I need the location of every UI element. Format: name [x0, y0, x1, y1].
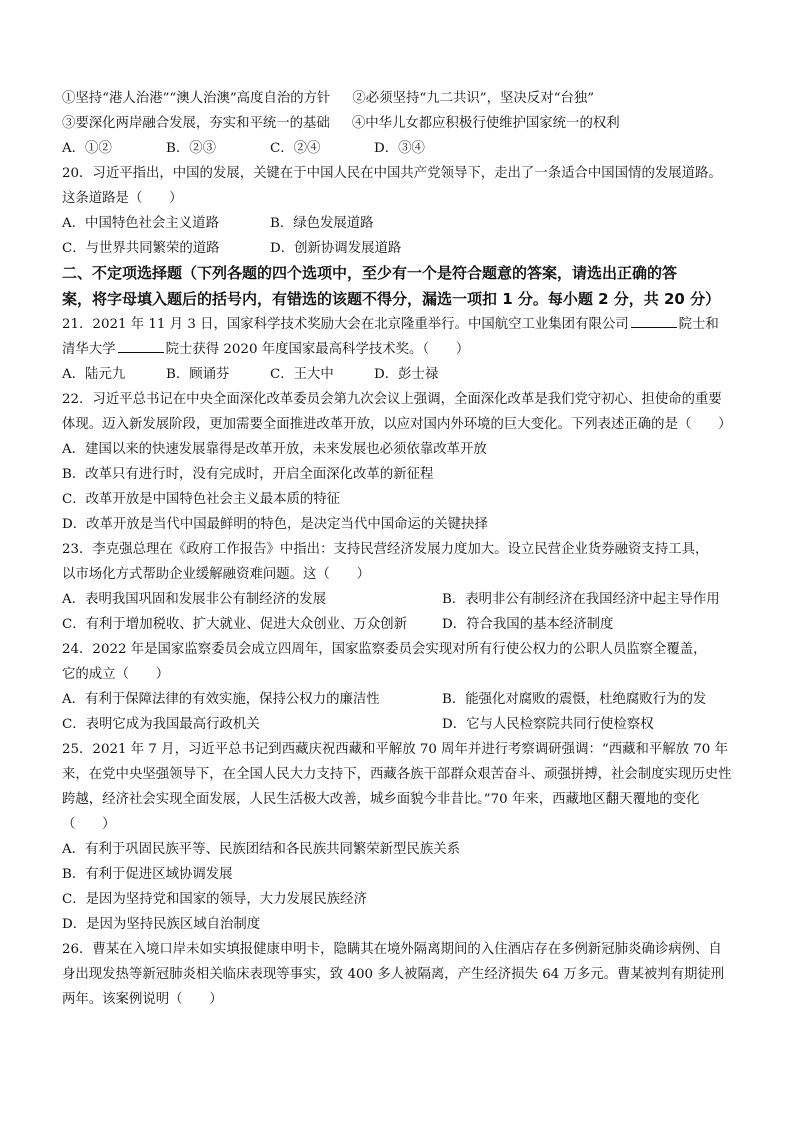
q19-option-a[interactable]: A．①② [62, 141, 112, 156]
q25-option-d[interactable]: D．是因为坚持民族区域自治制度 [62, 917, 261, 932]
q21-option-d[interactable]: D．彭士禄 [374, 367, 439, 382]
q20-option-b[interactable]: B．绿色发展道路 [270, 216, 374, 231]
q25-option-b[interactable]: B．有利于促进区域协调发展 [62, 867, 233, 882]
q23-options-row1 [62, 587, 734, 612]
q20-option-d[interactable]: D．创新协调发展道路 [270, 241, 402, 256]
q22-option-b[interactable]: B．改革只有进行时，没有完成时，开启全面深化改革的新征程 [62, 467, 434, 482]
q19-option-c[interactable]: C．②④ [270, 141, 321, 156]
q20-stem-line2: 这条道路是（ ） [62, 191, 183, 206]
q24-options-row2 [62, 712, 734, 737]
exam-page [62, 86, 734, 1012]
section-heading-line2: 案，将字母填入题后的括号内，有错选的该题不得分，漏选一项扣 1 分。每小题 2 分，共 20 分） [62, 289, 721, 308]
q24-option-a[interactable]: A．有利于保障法律的有效实施，保持公权力的廉洁性 [62, 692, 380, 707]
q24-option-b[interactable]: B．能强化对腐败的震慑，杜绝腐败行为的发 [442, 692, 707, 707]
q21-stem-part3: 清华大学 [62, 342, 116, 357]
q24-options-row1 [62, 687, 734, 712]
q19-stmt-1: ①坚持“港人治港”“澳人治澳”高度自治的方针 [62, 91, 331, 106]
q21-option-c[interactable]: C．王大中 [270, 367, 334, 382]
q20-option-c[interactable]: C．与世界共同繁荣的道路 [62, 241, 220, 256]
q21-option-a[interactable]: A．陆元九 [62, 367, 126, 382]
q19-statements-row2 [62, 111, 734, 136]
q23-option-c[interactable]: C．有利于增加税收、扩大就业、促进大众创业、万众创新 [62, 617, 408, 632]
q20-options-row1 [62, 211, 734, 236]
q21-stem-part4: 院士获得 2020 年度国家最高科学技术奖。（ ） [165, 342, 470, 357]
q22-stem: 22．习近平总书记在中央全面深化改革委员会第九次会议上强调，全面深化改革是我们党守初心、担使命的重要体现。迈入新发展阶段，更加需要全面推进改革开放，以应对国内外环境的巨大变化。下列表述正确的是（ ） [62, 392, 732, 432]
q19-statements-row1 [62, 86, 734, 111]
q20-stem-line1: 20．习近平指出，中国的发展，关键在于中国人民在中国共产党领导下，走出了一条适合中国国情的发展道路。 [62, 166, 722, 181]
q25-option-c[interactable]: C．是因为坚持党和国家的领导，大力发展民族经济 [62, 892, 367, 907]
q19-stmt-2: ②必须坚持“九二共识”，坚决反对“台独” [352, 91, 595, 106]
q21-stem-line1 [62, 312, 734, 337]
q21-stem-line2 [62, 337, 734, 362]
q22-option-a[interactable]: A．建国以来的快速发展靠得是改革开放，未来发展也必须依靠改革开放 [62, 442, 487, 457]
q23-stem-line1: 23．李克强总理在《政府工作报告》中指出：支持民营经济发展力度加大。设立民营企业货券融资支持工具， [62, 542, 709, 557]
q23-option-d[interactable]: D．符合我国的基本经济制度 [442, 617, 614, 632]
q25-option-a[interactable]: A．有利于巩固民族平等、民族团结和各民族共同繁荣新型民族关系 [62, 842, 460, 857]
q24-stem-line2: 它的成立（ ） [62, 667, 170, 682]
q19-option-b[interactable]: B．②③ [166, 141, 217, 156]
q26-stem: 26．曹某在入境口岸未如实填报健康申明卡，隐瞒其在境外隔离期间的入住酒店存在多例新冠肺炎确诊病例、自身出现发热等新冠肺炎相关临床表现等事实，致 400 多人被隔离，产生经济损失 64 万多元。曹某被判有期徒刑两年。该案例说明（ ） [62, 942, 725, 1007]
q19-stmt-4: ④中华儿女都应积极行使维护国家统一的权利 [351, 116, 620, 131]
q24-option-d[interactable]: D．它与人民检察院共同行使检察权 [442, 717, 654, 732]
q23-option-b[interactable]: B．表明非公有制经济在我国经济中起主导作用 [442, 592, 720, 607]
q19-options [62, 136, 734, 161]
q22-option-c[interactable]: C．改革开放是中国特色社会主义最本质的特征 [62, 492, 341, 507]
q23-stem-line2: 以市场化方式帮助企业缓解融资难问题。这（ ） [62, 567, 370, 582]
q23-option-a[interactable]: A．表明我国巩固和发展非公有制经济的发展 [62, 592, 327, 607]
q21-stem-part1: 21．2021 年 11 月 3 日，国家科学技术奖励大会在北京隆重举行。中国航空工业集团有限公司 [62, 317, 629, 332]
q19-option-d[interactable]: D．③④ [374, 141, 425, 156]
section-heading [62, 261, 734, 312]
section-heading-line1: 二、不定项选择题（下列各题的四个选项中，至少有一个是符合题意的答案，请选出正确的答 [62, 264, 678, 282]
q21-blank-1[interactable] [631, 314, 677, 328]
q21-option-b[interactable]: B．顾诵芬 [166, 367, 230, 382]
q20-option-a[interactable]: A．中国特色社会主义道路 [62, 216, 219, 231]
q21-blank-2[interactable] [118, 339, 164, 353]
q24-option-c[interactable]: C．表明它成为我国最高行政机关 [62, 717, 260, 732]
q19-stmt-3: ③要深化两岸融合发展，夯实和平统一的基础 [62, 116, 330, 131]
q25-stem: 25．2021 年 7 月，习近平总书记到西藏庆祝西藏和平解放 70 周年并进行考察调研强调：“西藏和平解放 70 年来，在党中央坚强领导下，在全国人民大力支持下，西藏各族干部群众艰苦奋斗、顽强拼搏，社会制度实现历史性跨越，经济社会实现全面发展，人民生活极大改善，城乡面貌今非昔比。”70 年来，西藏地区翻天覆地的变化（ ） [62, 742, 732, 832]
q21-options [62, 362, 734, 387]
q23-options-row2 [62, 612, 734, 637]
q24-stem-line1: 24．2022 年是国家监察委员会成立四周年，国家监察委员会实现对所有行使公权力的公职人员监察全覆盖， [62, 642, 707, 657]
q21-stem-part2: 院士和 [678, 317, 719, 332]
q22-option-d[interactable]: D．改革开放是当代中国最鲜明的特色，是决定当代中国命运的关键抉择 [62, 517, 488, 532]
q20-options-row2 [62, 236, 734, 261]
